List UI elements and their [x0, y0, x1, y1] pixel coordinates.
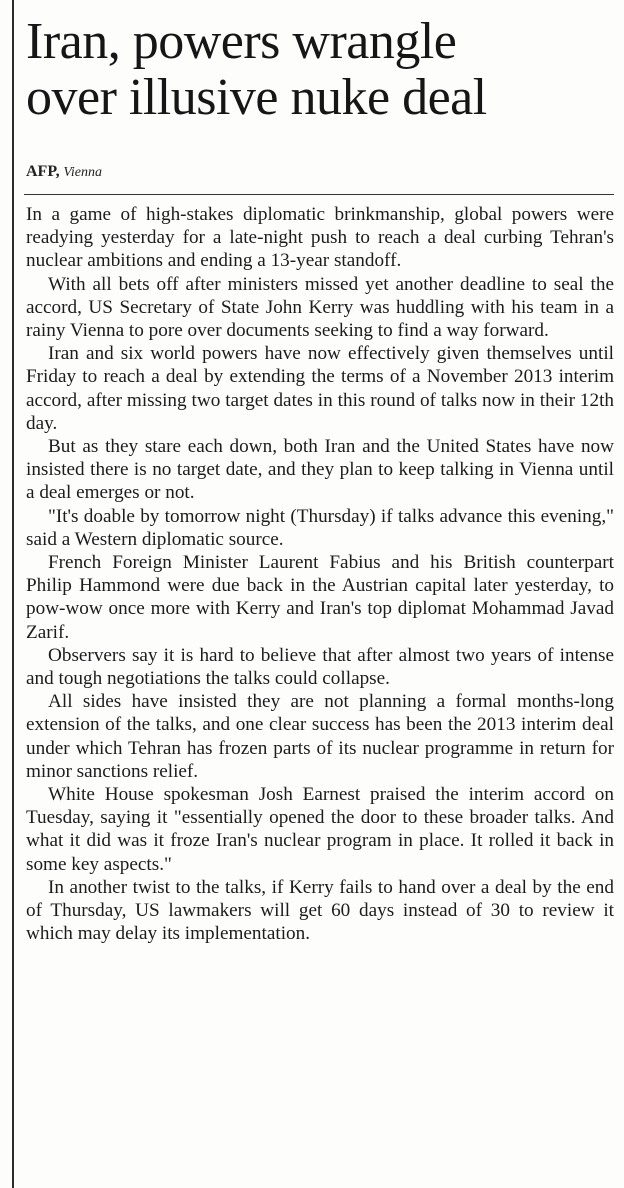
byline-location: Vienna [63, 165, 103, 180]
paragraph: White House spokesman Josh Earnest praised the interim accord on Tuesday, saying it "essentially opened the door to these broader talks. And what it did was it froze Iran's nuclear program in place. It rolled it back in some key aspects." [26, 784, 614, 875]
column-rule [12, 0, 14, 1188]
paragraph: Iran and six world powers have now effectively given themselves until Friday to reach a deal by extending the terms of a November 2013 interim accord, after missing two target dates in this round of talks now in their 12th day. [26, 343, 614, 434]
byline [26, 163, 102, 181]
paragraph: In a game of high-stakes diplomatic brinkmanship, global powers were readying yesterday for a late-night push to reach a deal curbing Tehran's nuclear ambitions and ending a 13-year standoff. [26, 204, 614, 272]
paragraph: In another twist to the talks, if Kerry fails to hand over a deal by the end of Thursday, US lawmakers will get 60 days instead of 30 to review it which may delay its implementation. [26, 876, 614, 945]
article-body [26, 203, 614, 946]
paragraph: "It's doable by tomorrow night (Thursday) if talks advance this evening," said a Western diplomatic source. [26, 505, 614, 550]
paragraph: With all bets off after ministers missed yet another deadline to seal the accord, US Secretary of State John Kerry was huddling with his team in a rainy Vienna to pore over documents seeking to find a way forward. [26, 273, 614, 342]
byline-agency: AFP, [26, 163, 60, 180]
headline-line-2: over illusive nuke deal [26, 69, 487, 126]
headline-line-1: Iran, powers wrangle [26, 13, 457, 70]
headline [26, 14, 616, 126]
paragraph: French Foreign Minister Laurent Fabius and his British counterpart Philip Hammond were due back in the Austrian capital later yesterday, to pow-wow once more with Kerry and Iran's top diplomat Mohammad Javad Zarif. [26, 552, 614, 643]
paragraph: Observers say it is hard to believe that after almost two years of intense and tough negotiations the talks could collapse. [26, 644, 614, 690]
paragraph: But as they stare each down, both Iran and the United States have now insisted there is no target date, and they plan to keep talking in Vienna until a deal emerges or not. [26, 436, 614, 504]
paragraph: All sides have insisted they are not planning a formal months-long extension of the talks, and one clear success has been the 2013 interim deal under which Tehran has frozen parts of its nuclear programme in return for minor sanctions relief. [26, 691, 614, 782]
byline-divider [24, 194, 614, 195]
